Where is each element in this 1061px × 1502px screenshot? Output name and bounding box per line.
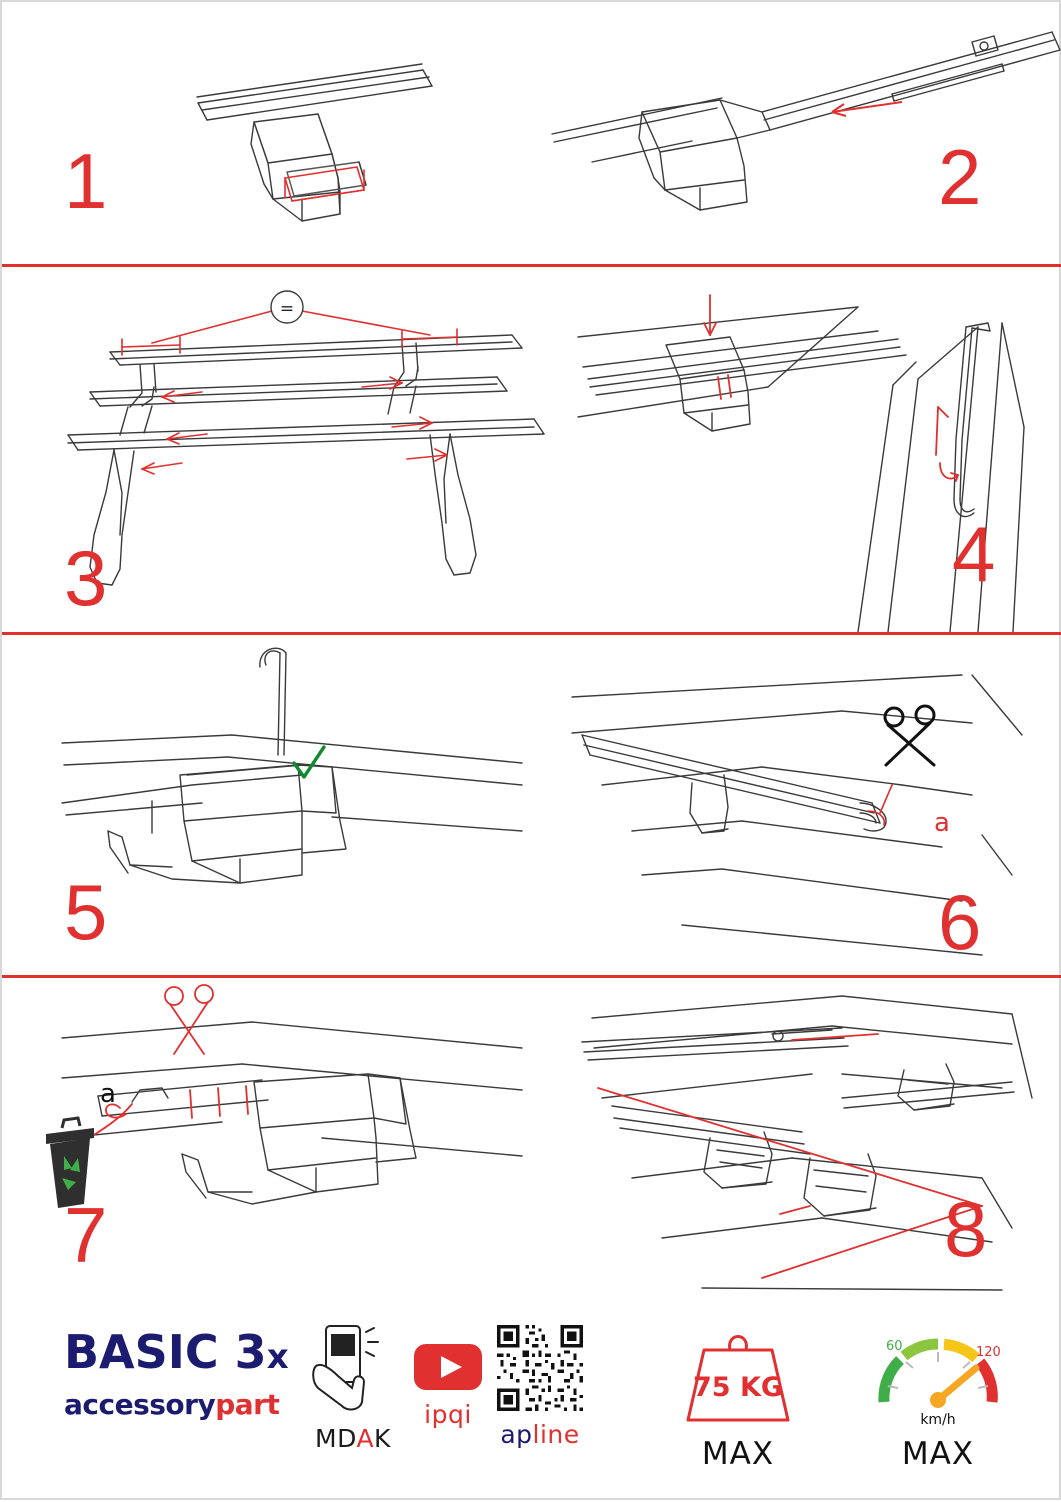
step-7-panel bbox=[2, 978, 542, 1298]
step-6-illustration bbox=[542, 635, 1061, 975]
speedometer-icon bbox=[858, 1306, 1018, 1432]
qr-code-icon bbox=[494, 1322, 586, 1414]
step-row-4 bbox=[2, 978, 1061, 1298]
product-name-text: BASIC 3 bbox=[64, 1325, 267, 1379]
youtube-icon bbox=[410, 1338, 486, 1394]
logo-mdak[interactable] bbox=[298, 1322, 408, 1453]
max-load bbox=[658, 1312, 818, 1472]
company-name-first: accessory bbox=[64, 1388, 216, 1422]
step-3-number: 3 bbox=[64, 534, 106, 622]
step-2-panel bbox=[532, 2, 1061, 264]
logo-mdak-caption bbox=[298, 1424, 408, 1453]
product-name-suffix: x bbox=[266, 1337, 289, 1377]
company-name-second: part bbox=[215, 1388, 280, 1422]
gauge-min-label: 60 bbox=[886, 1339, 903, 1354]
step-row-2 bbox=[2, 267, 1061, 632]
apline-ap: ap bbox=[500, 1420, 533, 1449]
mdak-md: MD bbox=[315, 1424, 357, 1453]
step-1-number: 1 bbox=[64, 137, 106, 225]
svg-text:=: = bbox=[279, 299, 295, 319]
gauge-max-label: 120 bbox=[976, 1345, 1001, 1360]
step-5-number: 5 bbox=[64, 868, 106, 956]
max-speed-label: MAX bbox=[901, 1436, 975, 1472]
logo-apline[interactable] bbox=[480, 1322, 600, 1449]
step-6-panel bbox=[542, 635, 1061, 975]
logo-apline-caption bbox=[480, 1420, 600, 1449]
label-a-step-6: a bbox=[934, 808, 950, 838]
max-speed bbox=[858, 1306, 1018, 1472]
step-4-number: 4 bbox=[952, 510, 994, 598]
step-8-number: 8 bbox=[944, 1185, 986, 1273]
step-2-number: 2 bbox=[938, 133, 980, 221]
step-6-number: 6 bbox=[938, 878, 980, 966]
brand-block bbox=[64, 1325, 294, 1422]
company-name bbox=[64, 1388, 294, 1421]
max-load-label: MAX bbox=[701, 1436, 775, 1472]
step-3-panel bbox=[2, 267, 558, 632]
mdak-a: A bbox=[356, 1424, 375, 1453]
step-row-1 bbox=[2, 2, 1061, 264]
max-load-value: 75 KG bbox=[692, 1372, 784, 1403]
mdak-k: K bbox=[374, 1424, 391, 1453]
step-1-panel bbox=[2, 2, 532, 264]
step-5-panel bbox=[2, 635, 542, 975]
weight-icon bbox=[658, 1312, 818, 1432]
apline-line: line bbox=[532, 1420, 580, 1449]
step-4-panel bbox=[558, 267, 1061, 632]
speed-unit: km/h bbox=[920, 1412, 956, 1428]
step-8-panel bbox=[542, 978, 1061, 1298]
label-a-step-7: a bbox=[100, 1079, 116, 1109]
step-row-3 bbox=[2, 635, 1061, 975]
phone-qr-scan-icon bbox=[298, 1322, 408, 1418]
logo-ipqi-caption: ipqi bbox=[424, 1400, 472, 1429]
step-2-illustration bbox=[532, 2, 1061, 264]
product-name bbox=[64, 1325, 294, 1379]
footer bbox=[2, 1298, 1061, 1502]
step-7-number: 7 bbox=[64, 1191, 106, 1279]
